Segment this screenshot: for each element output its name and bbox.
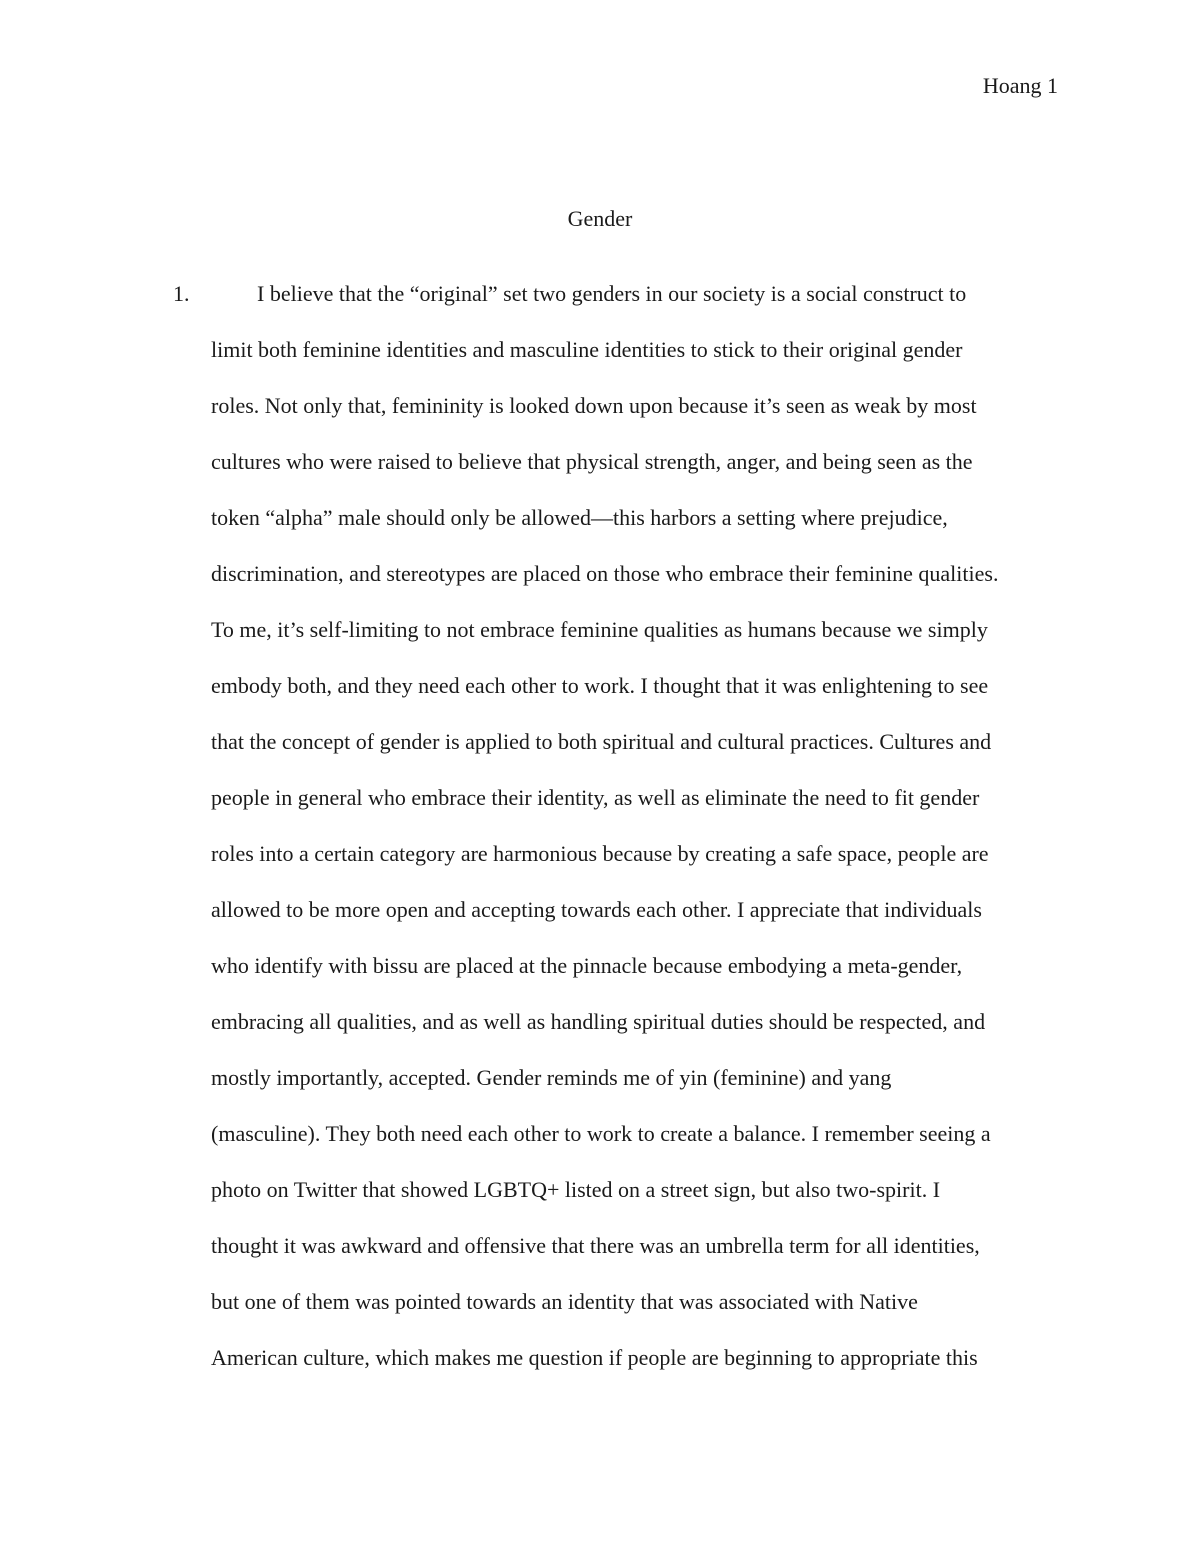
text-line: discrimination, and stereotypes are placed on those who embrace their feminine qualities. (211, 561, 999, 586)
text-line: embody both, and they need each other to work. I thought that it was enlightening to see (211, 673, 989, 698)
text-line: cultures who were raised to believe that physical strength, anger, and being seen as the (211, 449, 973, 474)
document-title: Gender (567, 206, 633, 231)
page-header: Hoang 1 (982, 73, 1058, 98)
text-line: embracing all qualities, and as well as handling spiritual duties should be respected, and (211, 1009, 986, 1034)
text-line: roles. Not only that, femininity is looked down upon because it’s seen as weak by most (211, 393, 977, 418)
text-line: American culture, which makes me question if people are beginning to appropriate this (211, 1345, 978, 1370)
text-line: To me, it’s self-limiting to not embrace feminine qualities as humans because we simply (211, 617, 988, 642)
paragraph (211, 278, 1071, 1398)
list-number: 1. (173, 281, 190, 306)
text-line: limit both feminine identities and masculine identities to stick to their original gender (211, 337, 963, 362)
text-line: allowed to be more open and accepting towards each other. I appreciate that individuals (211, 897, 982, 922)
text-line: roles into a certain category are harmonious because by creating a safe space, people are (211, 841, 989, 866)
text-line: who identify with bissu are placed at the pinnacle because embodying a meta-gender, (211, 953, 963, 978)
text-line: people in general who embrace their identity, as well as eliminate the need to fit gender (211, 785, 980, 810)
text-line: photo on Twitter that showed LGBTQ+ listed on a street sign, but also two-spirit. I (211, 1177, 941, 1202)
text-line: thought it was awkward and offensive that there was an umbrella term for all identities, (211, 1233, 980, 1258)
text-line: token “alpha” male should only be allowed—this harbors a setting where prejudice, (211, 505, 948, 530)
text-line: I believe that the “original” set two genders in our society is a social construct to (257, 281, 967, 306)
text-line: mostly importantly, accepted. Gender reminds me of yin (feminine) and yang (211, 1065, 892, 1090)
text-line: that the concept of gender is applied to both spiritual and cultural practices. Cultures and (211, 729, 992, 754)
text-line: but one of them was pointed towards an identity that was associated with Native (211, 1289, 918, 1314)
text-line: (masculine). They both need each other to work to create a balance. I remember seeing a (211, 1121, 991, 1146)
